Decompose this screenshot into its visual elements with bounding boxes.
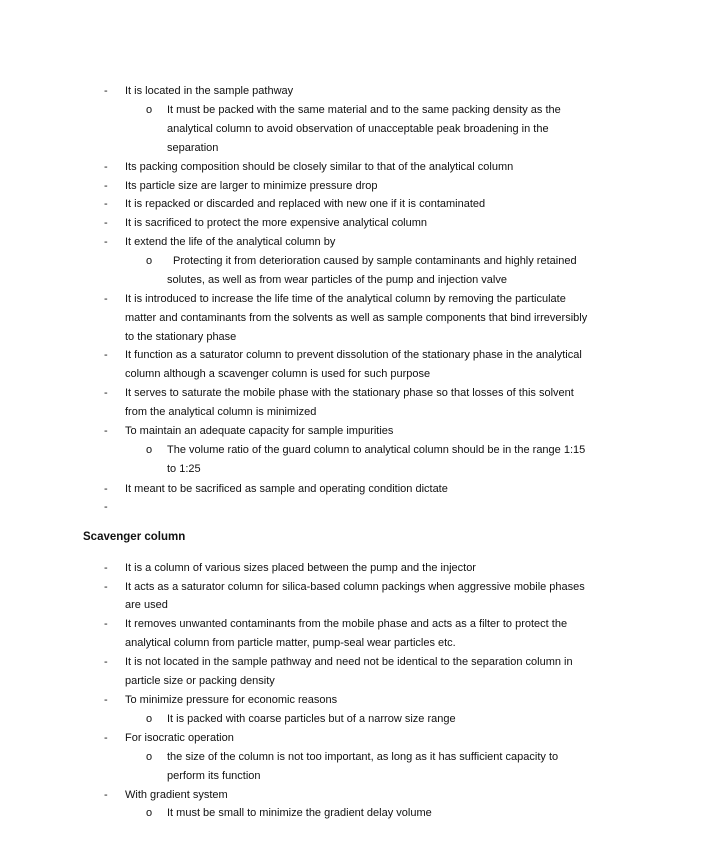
sub-list-item-cont: analytical column to avoid observation of unacceptable peak broadening in the	[167, 123, 549, 135]
sub-list-item-cont: to 1:25	[167, 463, 201, 475]
list-item: It removes unwanted contaminants from the mobile phase and acts as a filter to protect the	[125, 618, 568, 630]
list-bullet: -	[104, 581, 108, 593]
list-item: With gradient system	[125, 789, 228, 801]
sub-list-item: It must be small to minimize the gradient delay volume	[167, 807, 432, 819]
sub-bullet: o	[146, 751, 153, 763]
list-bullet: -	[104, 293, 108, 305]
sub-bullet: o	[146, 104, 153, 116]
list-item: It is not located in the sample pathway and need not be identical to the separation column in	[125, 656, 573, 668]
list-item: It is repacked or discarded and replaced with new one if it is contaminated	[125, 198, 486, 210]
section-heading: Scavenger column	[83, 531, 186, 543]
list-item: It meant to be sacrificed as sample and operating condition dictate	[125, 483, 448, 495]
sub-bullet: o	[146, 255, 153, 267]
sub-list-item: The volume ratio of the guard column to analytical column should be in the range 1:15	[167, 444, 586, 456]
list-item: It serves to saturate the mobile phase with the stationary phase so that losses of this solvent	[125, 387, 574, 399]
sub-list-item: Protecting it from deterioration caused by sample contaminants and highly retained	[173, 255, 577, 267]
list-bullet: -	[104, 789, 108, 801]
list-item-cont: to the stationary phase	[125, 331, 237, 343]
list-bullet: -	[104, 349, 108, 361]
sub-list-item: the size of the column is not too important, as long as it has sufficient capacity to	[167, 751, 559, 763]
sub-bullet: o	[146, 807, 153, 819]
list-item: It is located in the sample pathway	[125, 85, 294, 97]
sub-list-item: It must be packed with the same material and to the same packing density as the	[167, 104, 561, 116]
list-bullet: -	[104, 732, 108, 744]
list-bullet: -	[104, 180, 108, 192]
list-item: To minimize pressure for economic reasons	[125, 694, 338, 706]
sub-list-item-cont: solutes, as well as from wear particles of the pump and injection valve	[167, 274, 507, 286]
list-bullet: -	[104, 425, 108, 437]
list-bullet: -	[104, 236, 108, 248]
list-bullet: -	[104, 217, 108, 229]
list-item: It is sacrificed to protect the more expensive analytical column	[125, 217, 428, 229]
list-item-cont: are used	[125, 599, 168, 611]
list-bullet: -	[104, 656, 108, 668]
list-bullet: -	[104, 198, 108, 210]
list-bullet: -	[104, 483, 108, 495]
list-bullet: -	[104, 562, 108, 574]
list-item: It extend the life of the analytical column by	[125, 236, 336, 248]
list-bullet-empty: -	[104, 501, 108, 513]
list-item-cont: particle size or packing density	[125, 675, 275, 687]
list-bullet: -	[104, 161, 108, 173]
sub-list-item-cont: perform its function	[167, 770, 261, 782]
sub-list-item-cont: separation	[167, 142, 219, 154]
list-item: It is a column of various sizes placed between the pump and the injector	[125, 562, 476, 574]
list-item: It acts as a saturator column for silica-based column packings when aggressive mobile phases	[125, 581, 585, 593]
list-item: For isocratic operation	[125, 732, 234, 744]
list-item: It is introduced to increase the life time of the analytical column by removing the particulate	[125, 293, 566, 305]
list-bullet: -	[104, 387, 108, 399]
list-item-cont: analytical column from particle matter, pump-seal wear particles etc.	[125, 637, 456, 649]
list-item: Its packing composition should be closely similar to that of the analytical column	[125, 161, 514, 173]
list-item: Its particle size are larger to minimize pressure drop	[125, 180, 378, 192]
sub-bullet: o	[146, 713, 153, 725]
sub-list-item: It is packed with coarse particles but of a narrow size range	[167, 713, 456, 725]
list-item: To maintain an adequate capacity for sample impurities	[125, 425, 394, 437]
list-item-cont: matter and contaminants from the solvents as well as sample components that bind irreversibly	[125, 312, 588, 324]
list-bullet: -	[104, 85, 108, 97]
list-bullet: -	[104, 618, 108, 630]
list-bullet: -	[104, 694, 108, 706]
list-item: It function as a saturator column to prevent dissolution of the stationary phase in the analytical	[125, 349, 582, 361]
sub-bullet: o	[146, 444, 153, 456]
list-item-cont: from the analytical column is minimized	[125, 406, 317, 418]
list-item-cont: column although a scavenger column is used for such purpose	[125, 368, 431, 380]
